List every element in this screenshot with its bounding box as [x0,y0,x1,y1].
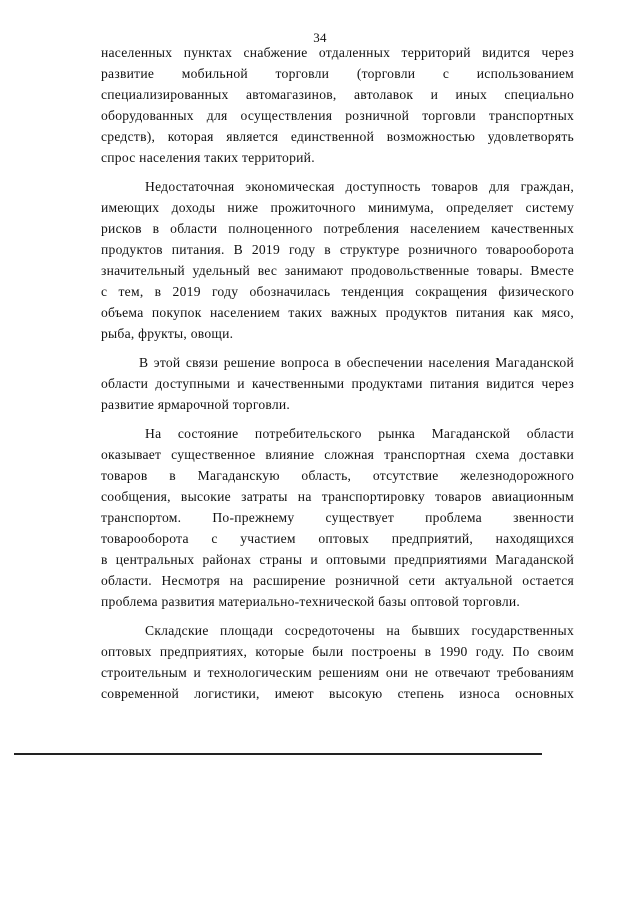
body-text [101,42,574,704]
text-line: оборудованных для осуществления розничной торговли транспортных [101,108,574,123]
text-line: специализированных автомагазинов, автолавок и иных специально [101,87,574,102]
text-line: рисков в области полноценного потребления населением качественных [101,221,574,236]
text-line: области. Несмотря на расширение розничной сети актуальной остается [101,573,574,588]
footer-divider [14,753,542,755]
paragraph [101,352,574,415]
text-line: развитие ярмарочной торговли. [101,397,291,412]
text-line: в центральных районах страны и оптовыми предприятиями Магаданской [101,552,574,567]
text-line: товарооборота с участием оптовых предприятий, находящихся [101,531,574,546]
text-line: транспортом. По-прежнему существует проблема звенности [101,510,574,525]
text-line: развитие мобильной торговли (торговли с использованием [101,66,574,81]
text-line: средств), которая является единственной возможностью удовлетворять [101,129,574,144]
text-line: проблема развития материально-технической базы оптовой торговли. [101,594,521,609]
paragraph [101,620,574,704]
text-line: сообщения, высокие затраты на транспортировку товаров авиационным [101,489,574,504]
paragraph [101,423,574,612]
text-line: рыба, фрукты, овощи. [101,326,234,341]
text-line: На состояние потребительского рынка Магаданской области [145,426,574,441]
text-line: строительным и технологическим решениям они не отвечают требованиям [101,665,574,680]
page-number: 34 [313,30,327,45]
text-line: современной логистики, имеют высокую степень износа основных [101,686,574,701]
text-line: оптовых предприятиях, которые были построены в 1990 году. По своим [101,644,574,659]
text-line: Складские площади сосредоточены на бывших государственных [145,623,574,638]
text-line: объема покупок населением таких важных продуктов питания как мясо, [101,305,574,320]
paragraph [101,42,574,168]
text-line: с тем, в 2019 году обозначилась тенденция сокращения физического [101,284,574,299]
text-line: населенных пунктах снабжение отдаленных территорий видится через [101,45,574,60]
text-line: оказывает существенное влияние сложная транспортная схема доставки [101,447,574,462]
text-line: области доступными и качественными продуктами питания видится через [101,376,574,391]
footer-divider-fade [520,753,542,755]
text-line: Недостаточная экономическая доступность товаров для граждан, [145,179,574,194]
text-line: значительный удельный вес занимают продовольственные товары. Вместе [101,263,574,278]
paragraph [101,176,574,344]
text-line: продуктов питания. В 2019 году в структуре розничного товарооборота [101,242,574,257]
text-line: В этой связи решение вопроса в обеспечении населения Магаданской [139,355,574,370]
text-line: товаров в Магаданскую область, отсутствие железнодорожного [101,468,574,483]
text-line: имеющих доходы ниже прожиточного минимума, определяет систему [101,200,574,215]
text-line: спрос населения таких территорий. [101,150,315,165]
